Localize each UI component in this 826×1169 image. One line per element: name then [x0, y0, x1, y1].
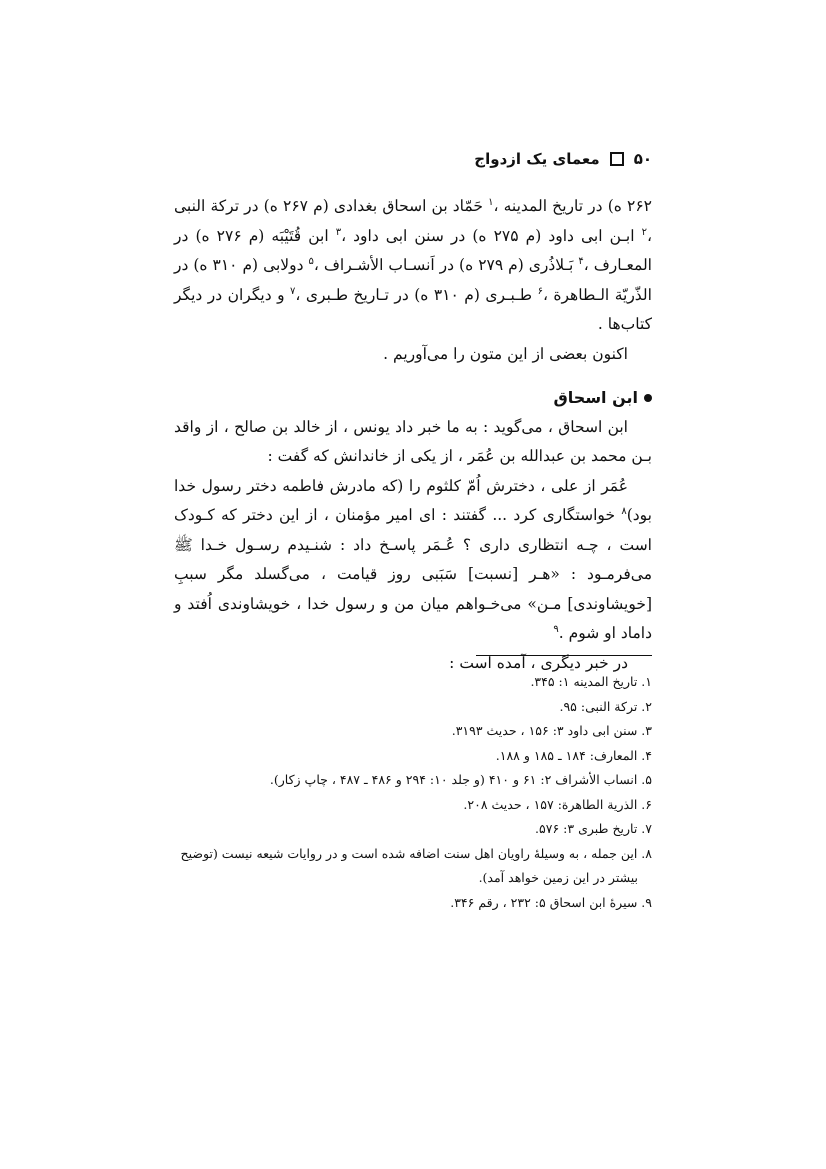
- section-title-text: ابن اسحاق: [553, 388, 638, 407]
- footnote-item: [174, 817, 652, 842]
- footnote-text: سیرهٔ ابن اسحاق ۵: ۲۳۲ ، رقم ۳۴۶.: [450, 894, 638, 910]
- footnote-number: ۳.: [637, 723, 652, 738]
- main-text: [174, 192, 652, 678]
- footnote-text: الذریة الطاهرة: ۱۵۷ ، حدیث ۲۰۸.: [463, 796, 638, 812]
- p1-text: ابـن ابی داود (م ۲۷۵ ه) در سنن ابی داود ،: [341, 226, 642, 245]
- p1-text: حَمّاد بن اسحاق بغدادی (م ۲۶۷ ه) در ترکة النبی ،: [174, 197, 652, 245]
- footnote-marker[interactable]: ۹: [553, 623, 559, 635]
- book-title: معمای یک ازدواج: [474, 150, 600, 168]
- footnote-marker[interactable]: ۴: [578, 255, 584, 267]
- footnote-number: ۶.: [637, 796, 652, 812]
- footnote-number: ۴.: [637, 747, 652, 763]
- footnote-item: [174, 744, 652, 769]
- footnote-number: ۷.: [637, 821, 652, 836]
- footnote-marker[interactable]: ۸: [621, 505, 627, 517]
- page-number: ۵۰: [633, 150, 652, 168]
- running-header: [474, 150, 652, 168]
- footnote-marker[interactable]: ۱: [488, 196, 494, 208]
- p1-text: بَـلاذُری (م ۲۷۹ ه) در اَنسـاب الأشـراف ،: [313, 256, 579, 274]
- footnote-text: تاریخ طبری ۳: ۵۷۶.: [535, 821, 638, 836]
- footnote-item: [174, 842, 652, 891]
- footnote-text: تاریخ المدینه ۱: ۳۴۵.: [530, 674, 638, 689]
- footnote-divider: [476, 655, 652, 656]
- p1-text: طـبـری (م ۳۱۰ ه) در تـاریخ طـبری ،: [295, 285, 538, 304]
- paragraph-narration: ابن اسحاق ، می‌گوید : به ما خبر داد یونس ، از خالد بن صالح ، از واقد بـن محمد بن عبدالله بن عُمَر ، از یکی از خاندانش که گفت :: [174, 417, 652, 465]
- p4-text: خواستگاری کرد ... گفتند : ای امیر مؤمنان ، از این دختر که کـودک است ، چـه انتظاری داری ؟ عُـمَر پاسـخ داد : شنـیدم رسـول خـدا ﷺ می‌فرمـود : «هـر [نسبت] سَبَبی روز قیامت ، می‌گسلد مگر سببِ [خویشاوندی] مـن» می‌خـواهم میان من و رسول خدا ، خویشاوندی اُفتد و داماد او شوم .: [174, 506, 652, 642]
- footnote-marker[interactable]: ۲: [641, 226, 647, 238]
- p1-text: دولابی (م ۳۱۰ ه) در الذّریّة الـطاهرة ،: [174, 256, 652, 304]
- footnote-item: [174, 719, 652, 744]
- footnote-text: این جمله ، به وسیلهٔ راویان اهل سنت اضافه شده است و در روایات شیعه نیست (توضیح: [180, 845, 638, 861]
- footnote-text: سنن ابی داود ۳: ۱۵۶ ، حدیث ۳۱۹۳.: [451, 723, 638, 738]
- square-ornament-icon: [610, 152, 624, 166]
- p1-text: و دیگران در دیگر کتاب‌ها .: [174, 285, 652, 333]
- footnote-number: ۱.: [637, 674, 652, 689]
- footnote-item: [174, 768, 652, 793]
- footnote-text: انساب الأشراف ۲: ۶۱ و ۴۱۰ (و جلد ۱۰: ۲۹۴ و ۴۸۶ ـ ۴۸۷ ، چاپ زکار).: [269, 772, 638, 787]
- footnote-marker[interactable]: ۷: [290, 285, 296, 297]
- footnote-number: ۲.: [637, 698, 652, 714]
- footnotes: [174, 670, 652, 915]
- footnote-marker[interactable]: ۳: [335, 226, 342, 238]
- paragraph-transition: اکنون بعضی از این متون را می‌آوریم .: [383, 344, 628, 363]
- footnote-number: ۹.: [637, 894, 652, 910]
- p1-text: ابن قُتَیْبَه (م ۲۷۶ ه) در المعـارف ،: [174, 226, 652, 274]
- footnote-marker[interactable]: ۶: [537, 285, 543, 297]
- footnote-item: [174, 695, 652, 720]
- footnote-marker[interactable]: ۵: [308, 255, 314, 267]
- paragraph-intro: [174, 192, 652, 340]
- footnote-number: ۵.: [637, 772, 652, 787]
- p4-text: عُمَر از علی ، دخترش اُمّ کلثوم را (که مادرش فاطمه دختر رسول خدا بود): [174, 476, 652, 524]
- footnote-item: [174, 793, 652, 818]
- section-heading: [174, 383, 652, 413]
- footnote-continuation: بیشتر در این زمین خواهد آمد).: [478, 870, 638, 885]
- bullet-icon: [644, 394, 652, 402]
- paragraph-closing: در خبر دیگری ، آمده است :: [449, 653, 628, 672]
- paragraph-quote: [174, 472, 652, 649]
- footnote-item: [174, 670, 652, 695]
- footnote-item: [174, 891, 652, 916]
- footnote-number: ۸.: [637, 845, 652, 861]
- footnote-text: المعارف: ۱۸۴ ـ ۱۸۵ و ۱۸۸.: [495, 747, 638, 763]
- p1-text: ۲۶۲ ه) در تاریخ المدینه ،: [493, 197, 652, 215]
- footnote-text: ترکة النبی: ۹۵.: [559, 698, 638, 714]
